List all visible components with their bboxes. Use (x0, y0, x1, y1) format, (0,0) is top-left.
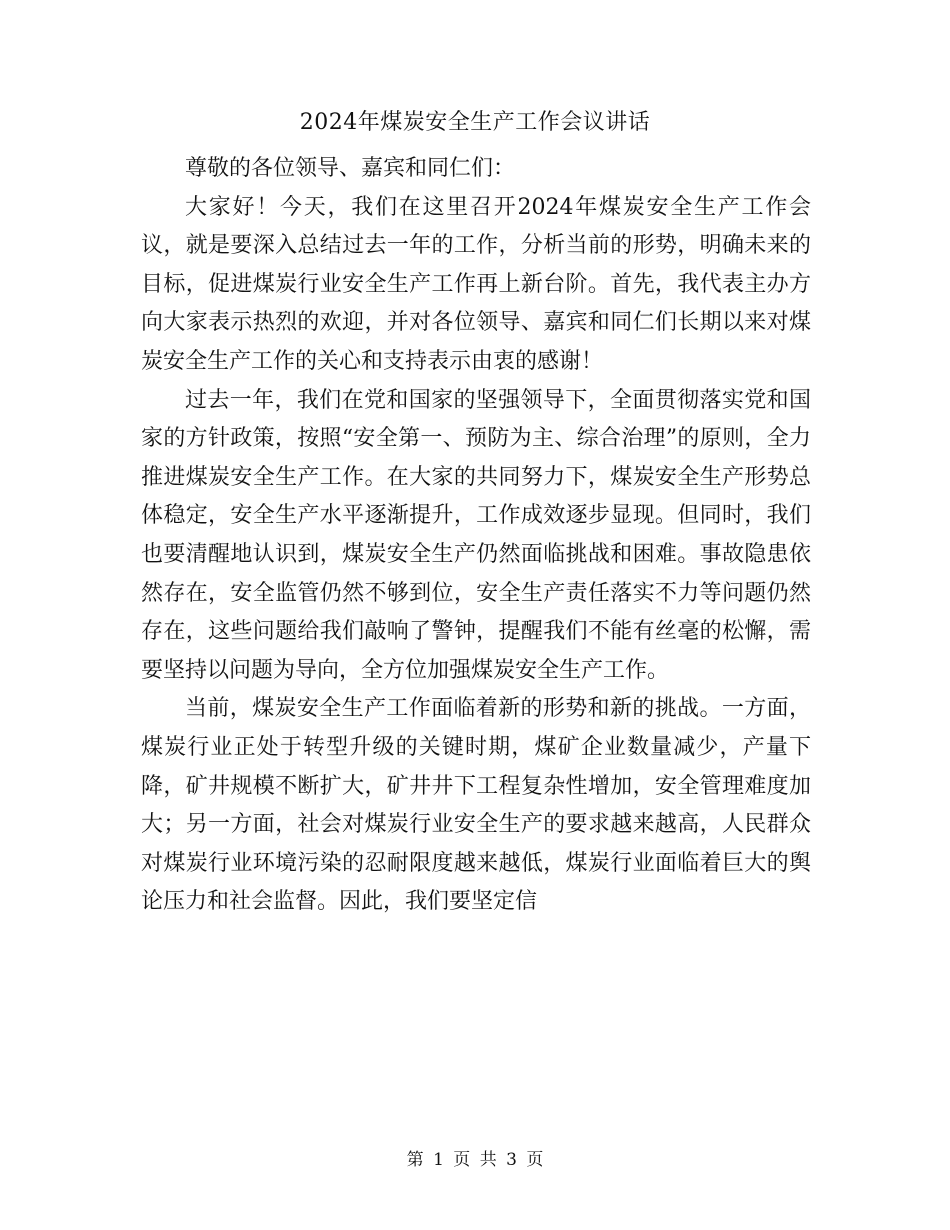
page-footer: 第 1 页 共 3 页 (406, 1150, 544, 1170)
paragraph-3: 当前，煤炭安全生产工作面临着新的形势和新的挑战。一方面，煤炭行业正处于转型升级的关键时期，煤矿企业数量减少，产量下降，矿井规模不断扩大，矿井井下工程复杂性增加，安全管理难度加大；另一方面，社会对煤炭行业安全生产的要求越来越高，人民群众对煤炭行业环境污染的忍耐限度越来越低，煤炭行业面临着巨大的舆论压力和社会监督。因此，我们要坚定信 (141, 696, 811, 915)
document-body (141, 150, 811, 922)
paragraph-1: 大家好！今天，我们在这里召开2024年煤炭安全生产工作会议，就是要深入总结过去一年的工作，分析当前的形势，明确未来的目标，促进煤炭行业安全生产工作再上新台阶。首先，我代表主办方向大家表示热烈的欢迎，并对各位领导、嘉宾和同仁们长期以来对煤炭安全生产工作的关心和支持表示由衷的感谢！ (141, 194, 811, 374)
paragraph-2: 过去一年，我们在党和国家的坚强领导下，全面贯彻落实党和国家的方针政策，按照“安全第一、预防为主、综合治理”的原则，全力推进煤炭安全生产工作。在大家的共同努力下，煤炭安全生产形势总体稳定，安全生产水平逐渐提升，工作成效逐步显现。但同时，我们也要清醒地认识到，煤炭安全生产仍然面临挑战和困难。事故隐患依然存在，安全监管仍然不够到位，安全生产责任落实不力等问题仍然存在，这些问题给我们敲响了警钟，提醒我们不能有丝毫的松懈，需要坚持以问题为导向，全方位加强煤炭安全生产工作。 (141, 387, 811, 683)
document-title: 2024年煤炭安全生产工作会议讲话 (299, 110, 651, 135)
salutation: 尊敬的各位领导、嘉宾和同仁们： (185, 156, 516, 181)
